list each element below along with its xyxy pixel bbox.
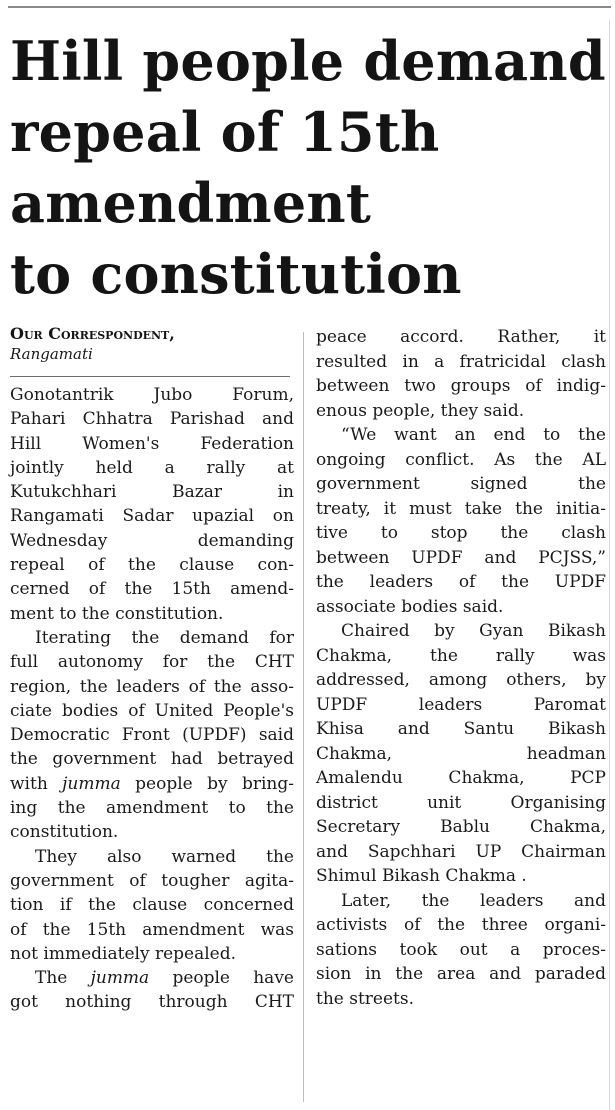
article-line: Iterating the demand for <box>35 627 294 648</box>
article-line: the leaders of the UPDF <box>316 572 606 592</box>
article-line: repeal of the clause con- <box>10 555 294 576</box>
article-line: government of tougher agita- <box>10 870 294 891</box>
article-line: Democratic Front (UPDF) said <box>10 725 294 746</box>
article-line: Rangamati Sadar upazial on <box>10 506 294 527</box>
article-line: ciate bodies of United People's <box>10 700 294 721</box>
article-line: of the 15th amendment was <box>10 919 294 940</box>
article-line: Chakma, the rally was <box>316 645 606 666</box>
article-line: and Sapchhari UP Chairman <box>316 841 606 862</box>
left-column <box>10 324 294 1015</box>
article-line: Kutukchhari Bazar in <box>10 482 294 503</box>
headline-line: Hill people demand <box>10 29 606 93</box>
article-line: Khisa and Santu Bikash <box>316 719 606 739</box>
article-line: Chaired by Gyan Bikash <box>341 621 606 641</box>
article-line: cerned of the 15th amend- <box>10 579 294 600</box>
article-line: full autonomy for the CHT <box>10 652 294 673</box>
article-line: They also warned the <box>35 846 294 867</box>
article-line: jointly held a rally at <box>10 457 294 478</box>
article-line: Shimul Bikash Chakma . <box>316 866 527 886</box>
article-line: Gonotantrik Jubo Forum, <box>10 385 294 405</box>
article-line: constitution. <box>10 822 119 843</box>
article-line: The jumma people have <box>35 968 294 989</box>
article-line: Amalendu Chakma, PCP <box>316 768 606 788</box>
article-line: Pahari Chhatra Parishad and <box>10 409 294 430</box>
article-line: UPDF leaders Paromat <box>316 694 606 715</box>
right-column <box>316 325 606 1011</box>
article-line: addressed, among others, by <box>316 670 606 690</box>
headline-line: amendment <box>10 171 372 235</box>
article-line: between UPDF and PCJSS,” <box>316 547 606 568</box>
italic-term: jumma <box>62 773 121 794</box>
headline-line: to constitution <box>10 242 462 306</box>
article-line: government signed the <box>316 474 606 494</box>
article-line: peace accord. Rather, it <box>316 327 606 347</box>
column-divider <box>303 332 304 1102</box>
article-line: not immediately repealed. <box>10 943 236 964</box>
article-line: sations took out a proces- <box>316 939 606 960</box>
byline-place: Rangamati <box>10 345 93 363</box>
article-line: Secretary Bablu Chakma, <box>316 817 606 837</box>
article-line: resulted in a fratricidal clash <box>316 351 606 372</box>
article-line: tion if the clause concerned <box>10 895 294 916</box>
article-line: with jumma people by bring- <box>10 773 294 794</box>
article-line: the government had betrayed <box>10 749 294 770</box>
left-column-body <box>10 383 294 1015</box>
italic-term: jumma <box>90 968 150 989</box>
byline-divider <box>10 376 290 377</box>
article-line: sion in the area and paraded <box>316 964 606 984</box>
article-line: Later, the leaders and <box>341 890 606 911</box>
article-line: between two groups of indig- <box>316 376 606 396</box>
right-column-body <box>316 325 606 1011</box>
article-line: region, the leaders of the asso- <box>10 676 294 697</box>
article-line: enous people, they said. <box>316 400 525 421</box>
article-line: the streets. <box>316 988 415 1009</box>
article-line: activists of the three organi- <box>316 915 606 935</box>
byline-name: Our Correspondent, <box>10 324 175 343</box>
article-line: tive to stop the clash <box>316 523 606 543</box>
headline-line: repeal of 15th <box>10 100 440 164</box>
article-line: ongoing conflict. As the AL <box>316 449 606 470</box>
article-line: Chakma, headman <box>316 743 606 764</box>
article-line: Hill Women's Federation <box>10 433 294 454</box>
article-line: ment to the constitution. <box>10 603 224 624</box>
article-line: Wednesday demanding <box>10 530 294 551</box>
article-line: district unit Organising <box>316 792 606 813</box>
article-line: ing the amendment to the <box>10 798 294 819</box>
headline <box>10 26 605 310</box>
article-line: got nothing through CHT <box>10 992 294 1013</box>
article-line: treaty, it must take the initia- <box>316 498 606 519</box>
right-edge-rule <box>609 20 610 1110</box>
article-line: “We want an end to the <box>341 425 606 445</box>
article-line: associate bodies said. <box>316 596 504 617</box>
top-rule <box>8 6 611 8</box>
